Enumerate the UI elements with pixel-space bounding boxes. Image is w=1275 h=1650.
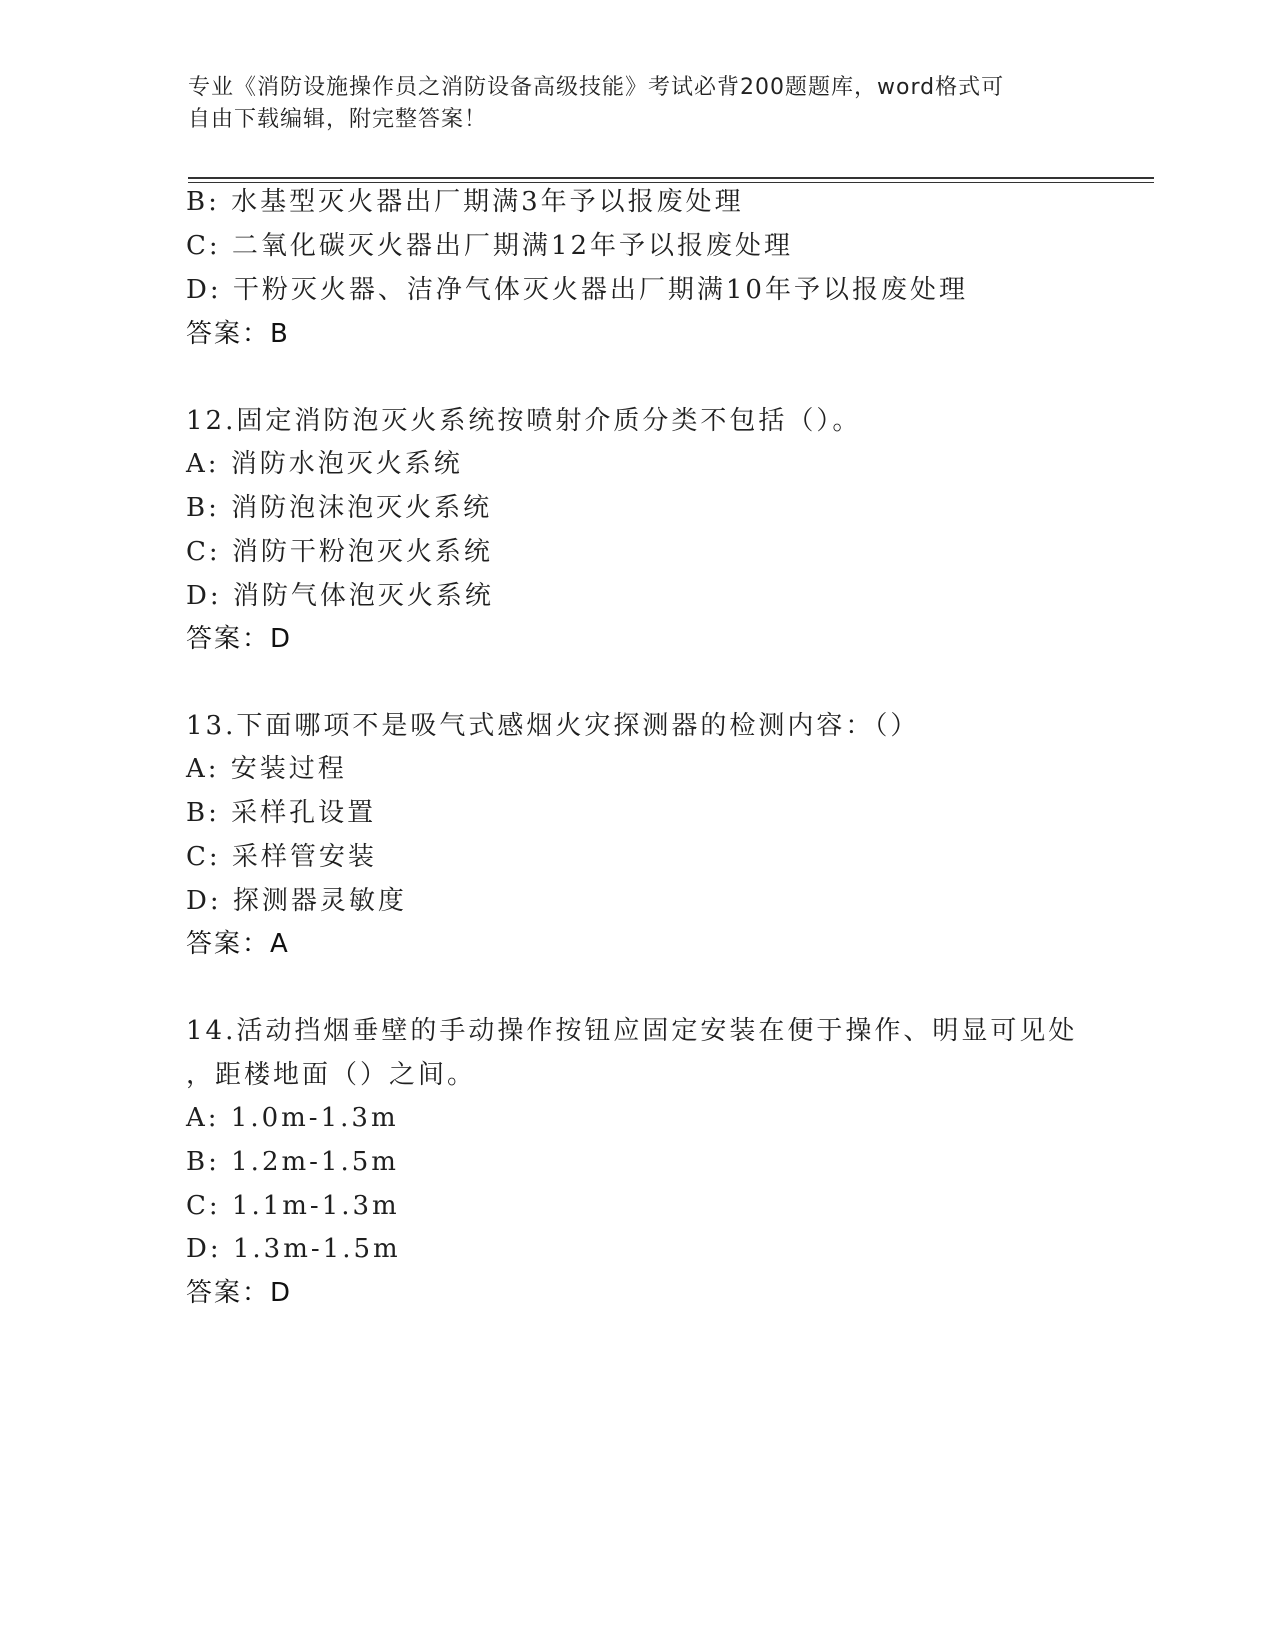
q11-option-d: D: 干粉灭火器、洁净气体灭火器出厂期满10年予以报废处理 xyxy=(186,275,968,305)
q12-option-a: A: 消防水泡灭火系统 xyxy=(186,449,463,479)
document-header xyxy=(188,72,1068,136)
q14-question-line-2: ，距楼地面（）之间。 xyxy=(186,1060,477,1090)
header-divider-thick xyxy=(188,177,1154,179)
q12-question: 12.固定消防泡灭火系统按喷射介质分类不包括（）。 xyxy=(186,406,862,436)
q13-option-d: D: 探测器灵敏度 xyxy=(186,886,407,916)
q14-option-b: B: 1.2m-1.5m xyxy=(186,1147,399,1177)
q12-option-b: B: 消防泡沫泡灭火系统 xyxy=(186,493,493,523)
q13-question: 13.下面哪项不是吸气式感烟火灾探测器的检测内容：（） xyxy=(186,711,920,741)
q12-answer: 答案：D xyxy=(186,624,293,654)
q14-option-a: A: 1.0m-1.3m xyxy=(186,1103,399,1133)
q13-answer: 答案：A xyxy=(186,929,290,959)
q11-option-c: C: 二氧化碳灭火器出厂期满12年予以报废处理 xyxy=(186,231,794,261)
q11-answer: 答案：B xyxy=(186,319,290,349)
header-line-1: 专业《消防设施操作员之消防设备高级技能》考试必背200题题库，word格式可 xyxy=(188,75,1005,100)
q11-option-b: B: 水基型灭火器出厂期满3年予以报废处理 xyxy=(186,187,744,217)
q12-option-d: D: 消防气体泡灭火系统 xyxy=(186,581,494,611)
q13-option-c: C: 采样管安装 xyxy=(186,842,377,872)
q14-answer: 答案：D xyxy=(186,1278,293,1308)
q13-option-a: A: 安装过程 xyxy=(186,754,347,784)
header-line-2: 自由下载编辑，附完整答案！ xyxy=(188,107,488,132)
q14-option-c: C: 1.1m-1.3m xyxy=(186,1191,400,1221)
q13-option-b: B: 采样孔设置 xyxy=(186,798,377,828)
q12-option-c: C: 消防干粉泡灭火系统 xyxy=(186,537,493,567)
q14-option-d: D: 1.3m-1.5m xyxy=(186,1234,401,1264)
q14-question-line-1: 14.活动挡烟垂壁的手动操作按钮应固定安装在便于操作、明显可见处 xyxy=(186,1016,1078,1046)
header-divider-thin xyxy=(188,182,1154,183)
